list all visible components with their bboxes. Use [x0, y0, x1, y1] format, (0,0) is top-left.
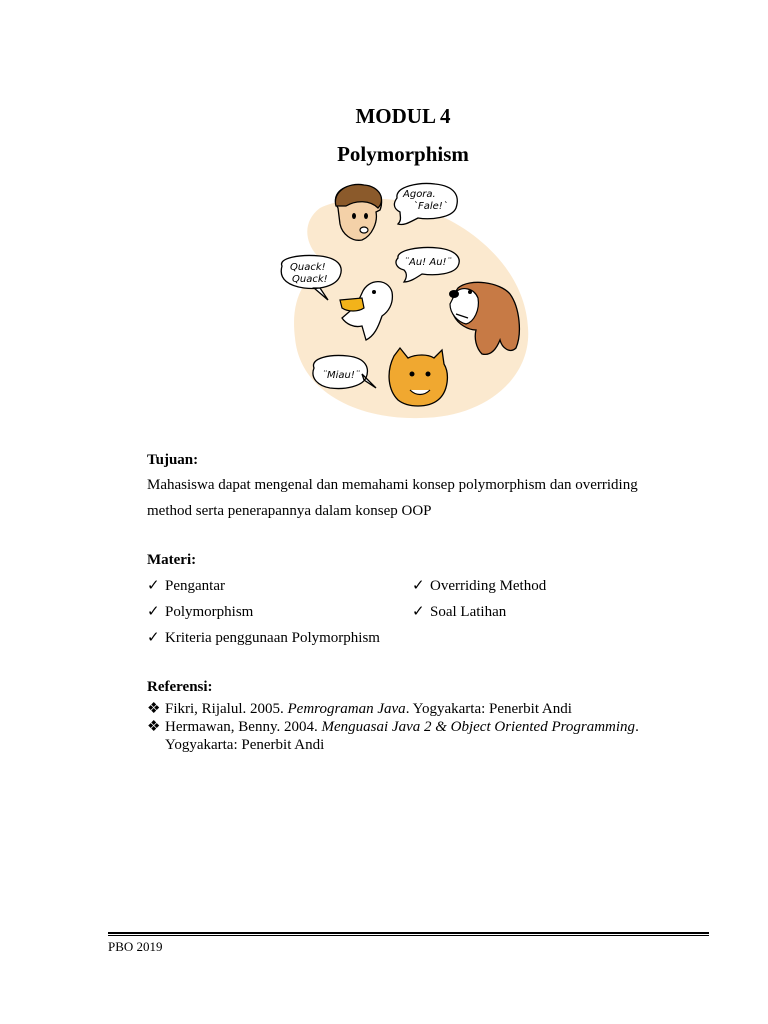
materi-item: [147, 602, 253, 621]
tujuan-text: [147, 472, 667, 524]
materi-item: [147, 576, 225, 595]
materi-item-label: Kriteria penggunaan Polymorphism: [165, 630, 380, 646]
polymorphism-illustration: [270, 178, 540, 424]
materi-heading: Materi:: [147, 552, 197, 568]
materi-item: [412, 576, 546, 595]
materi-item-label: Polymorphism: [165, 604, 254, 620]
tujuan-line-1: Mahasiswa dapat mengenal dan memahami konsep polymorphism dan overriding: [147, 477, 638, 493]
tujuan-line-2: method serta penerapannya dalam konsep OOP: [147, 503, 432, 519]
check-icon: ✓: [147, 604, 160, 620]
reference-item: [147, 700, 667, 718]
referensi-heading: Referensi:: [147, 679, 213, 695]
module-subtitle: Polymorphism: [337, 142, 469, 166]
cat: [389, 348, 447, 406]
diamond-bullet-icon: ❖: [147, 719, 161, 735]
footer-rule-thin: [108, 935, 709, 936]
tujuan-heading: Tujuan:: [147, 452, 199, 468]
bubble-text-miau: ¨Miau!¨: [322, 370, 360, 381]
footer-rule: [108, 932, 709, 934]
materi-item: [147, 628, 380, 647]
reference-punct: .: [635, 719, 639, 735]
diamond-bullet-icon: ❖: [147, 701, 161, 717]
materi-item: [412, 602, 506, 621]
bubble-text-fale: `Fale!`: [413, 201, 448, 212]
check-icon: ✓: [147, 630, 160, 646]
reference-list: [147, 700, 667, 754]
materi-item-label: Soal Latihan: [430, 604, 507, 620]
check-icon: ✓: [412, 578, 425, 594]
reference-title: Menguasai Java 2 & Object Oriented Programming: [321, 719, 636, 735]
reference-author: Hermawan, Benny. 2004.: [165, 719, 322, 735]
materi-item-label: Pengantar: [165, 578, 225, 594]
reference-publisher: Yogyakarta: Penerbit Andi: [165, 737, 325, 753]
bubble-text-quack-1: Quack!: [290, 262, 326, 273]
bubble-text-au: ¨Au! Au!¨: [404, 257, 452, 268]
module-title: MODUL 4: [355, 104, 451, 128]
check-icon: ✓: [412, 604, 425, 620]
reference-author: Fikri, Rijalul. 2005.: [165, 701, 288, 717]
reference-publisher: . Yogyakarta: Penerbit Andi: [405, 701, 572, 717]
reference-title: Pemrograman Java: [287, 701, 406, 717]
bubble-text-quack-2: Quack!: [292, 274, 328, 285]
footer-text: PBO 2019: [108, 939, 163, 954]
bubble-text-agora: Agora.: [403, 189, 436, 200]
materi-item-label: Overriding Method: [430, 578, 547, 594]
reference-item: [147, 718, 667, 754]
speech-bubble-agora: [394, 184, 457, 225]
check-icon: ✓: [147, 578, 160, 594]
